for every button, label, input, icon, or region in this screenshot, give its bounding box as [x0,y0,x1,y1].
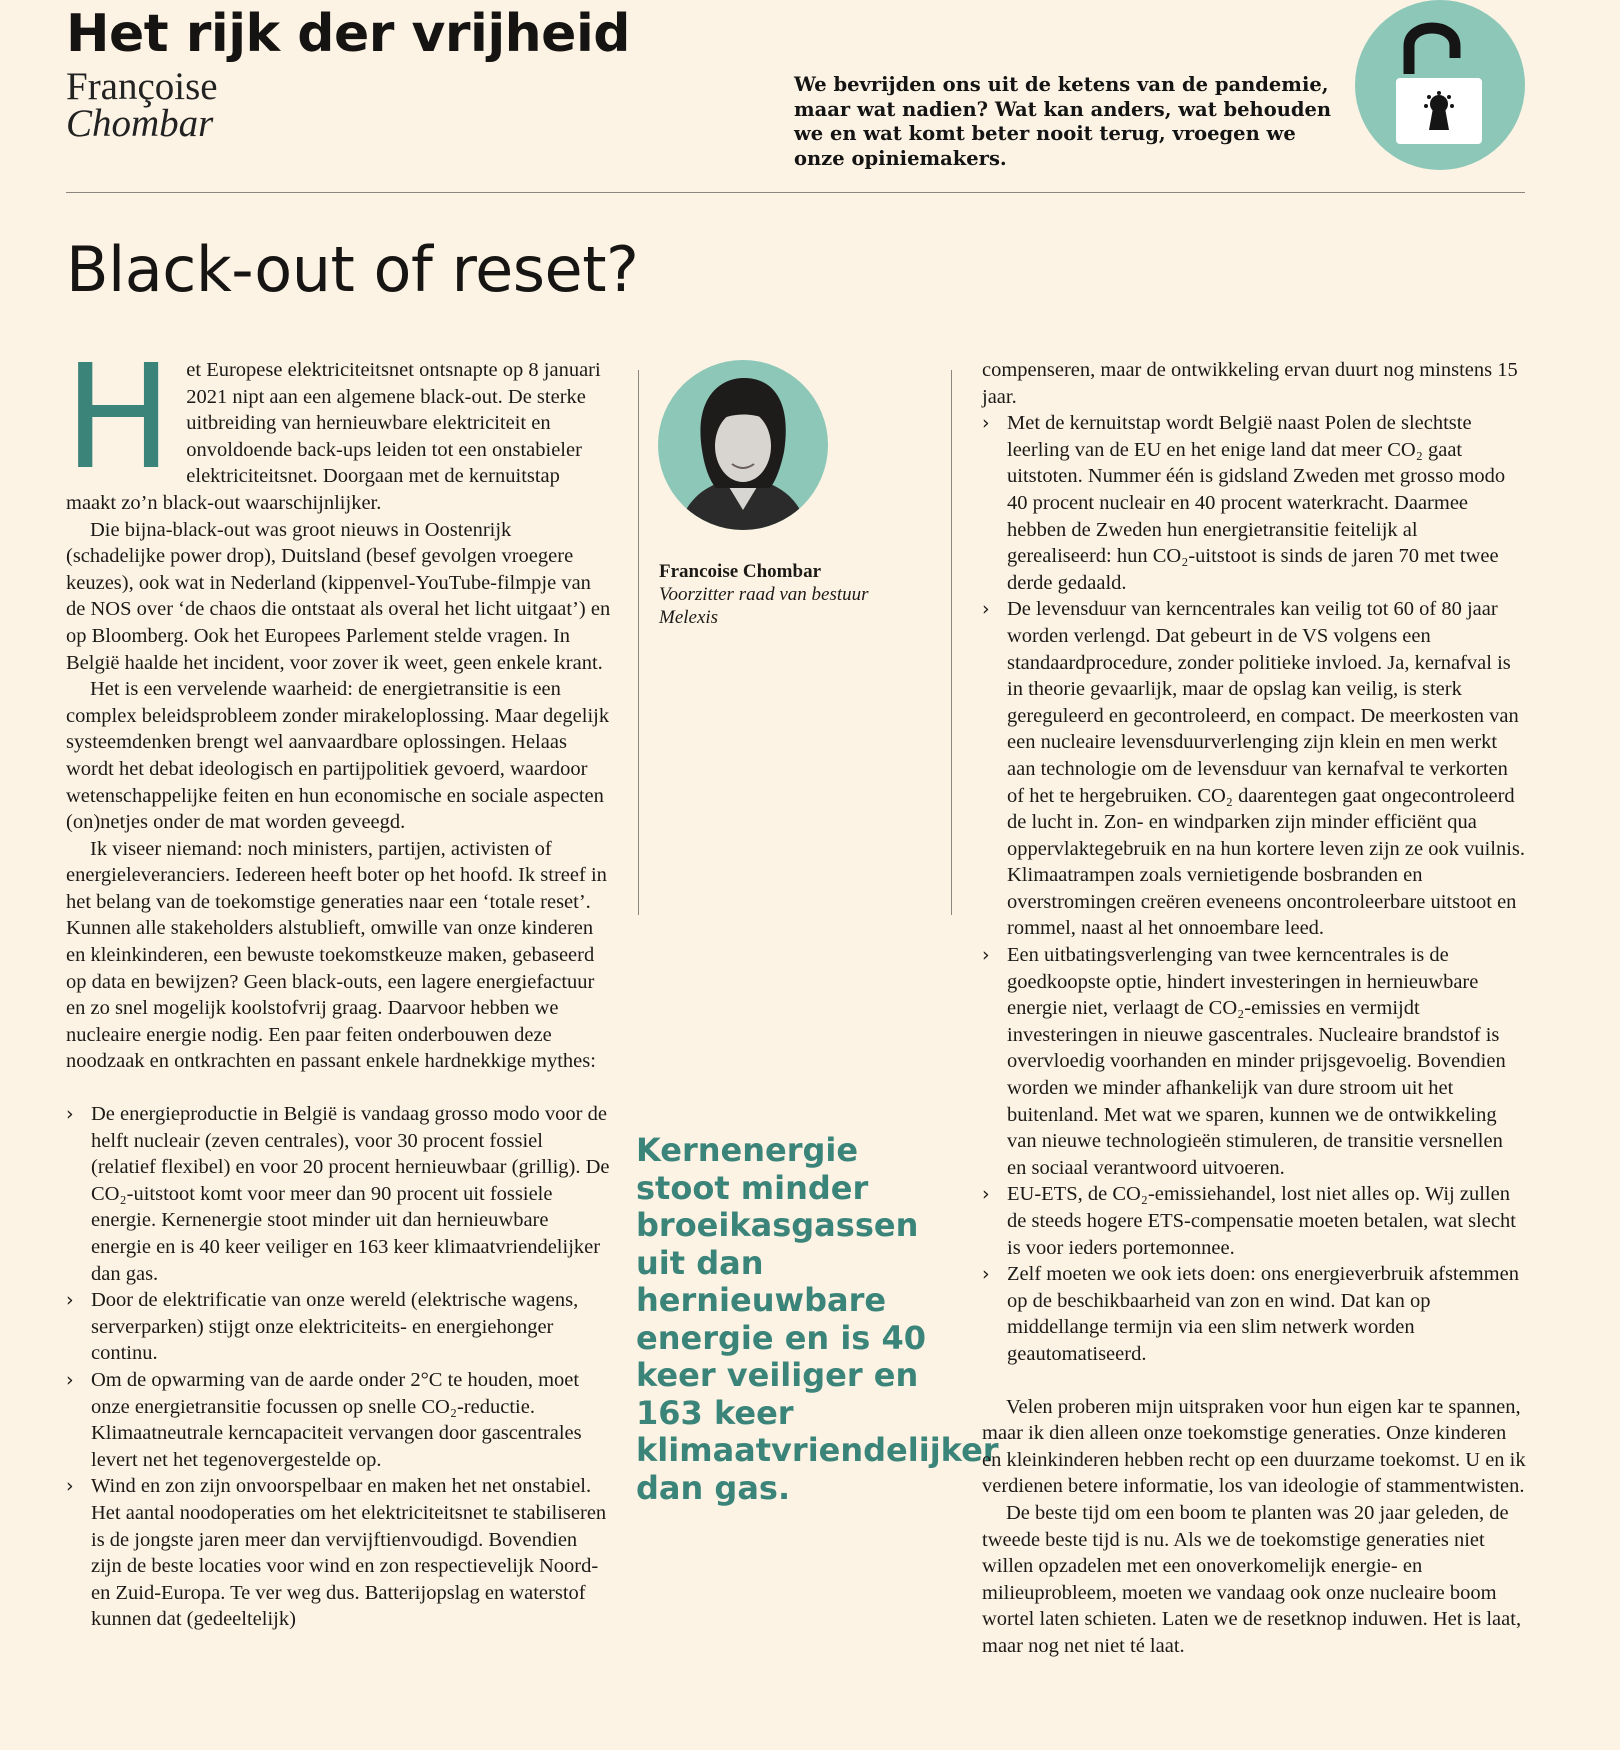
chevron-right-icon: › [982,944,990,967]
author-last-name: Chombar [66,102,214,145]
article-paragraph: Ik viseer niemand: noch ministers, partijen, activisten of energieleveranciers. Iedereen heeft boter op het hoofd. Ik streef in het belang van de toekomstige generaties naar een ‘totale reset’. Kunnen alle stakeholders alstublieft, omwille van onze kinderen en kleinkinderen, een bewuste toekomstkeuze maken, gebaseerd op data en bewijzen? Geen black-outs, een lagere energiefactuur en zo snel mogelijk koolstofvrij graag. Daarvoor hebben we nucleaire energie nodig. Een paar feiten onderbouwen deze noodzaak en ontkrachten en passant enkele hardnekkige mythes: [66,837,607,1073]
drop-cap: H [64,333,173,501]
chevron-right-icon: › [982,412,990,435]
byline-role: Voorzitter raad van bestuur Melexis [659,584,869,628]
fact-list-item: › Om de opwarming van de aarde onder 2°C te houden, moet onze energietransitie focussen op snelle CO₂-reductie. Klimaatneutrale kerncapaciteit vervangen door gascentrales levert net het tegenovergestelde op. [66,1368,582,1471]
chevron-right-icon: › [982,598,990,621]
fact-list-item: › Door de elektrificatie van onze wereld (elektrische wagens, serverparken) stijgt onze elektriciteits- en energiehonger continu. [66,1289,579,1365]
chevron-right-icon: › [66,1368,74,1391]
fact-list-item: › De energieproductie in België is vandaag grosso modo voor de helft nucleair (zeven centrales), voor 30 procent fossiel (relatief flexibel) en voor 20 procent hernieuwbaar (grillig). De CO₂-uitstoot komt voor meer dan 90 procent uit fossiele energie. Kernenergie stoot minder uit dan hernieuwbare energie en is 40 keer veiliger en 163 keer klimaatvriendelijker dan gas. [66,1103,610,1285]
author-portrait [658,360,828,530]
article-paragraph: Het is een vervelende waarheid: de energietransitie is een complex beleidsprobleem zonder mirakeloplossing. Maar degelijk systeemdenken brengt wel aanvaardbare oplossingen. Helaas wordt het debat ideologisch en partijpolitiek gevoerd, waardoor wetenschappelijke feiten en hun economische en sociale aspecten (on)netjes onder de mat worden geveegd. [66,678,610,834]
fact-list [982,410,1527,1367]
chevron-right-icon: › [66,1475,74,1498]
column-divider [951,370,952,915]
chevron-right-icon: › [982,1183,990,1206]
byline-name: Francoise Chombar [659,561,822,582]
article-paragraph: Die bijna-black-out was groot nieuws in Oostenrijk (schadelijke power drop), Duitsland (besef gevolgen vroegere keuzes), ook wat in Nederland (kippenvel-YouTube-filmpje van de NOS over ‘de chaos die ontstaat als overal het licht uitgaat’) en op Bloomberg. Ook het Europees Parlement stelde vragen. In België haalde het incident, voor zover ik weet, geen enkele krant. [66,518,611,674]
fact-list-item: › EU-ETS, de CO₂-emissiehandel, lost niet alles op. Wij zullen de steeds hogere ETS-compensatie moeten betalen, wat slecht is voor ieders portemonnee. [982,1183,1516,1259]
fact-list-item: › Een uitbatingsverlenging van twee kerncentrales is de goedkoopste optie, hindert investeringen in hernieuwbare energie niet, verlaagt de CO₂-emissies en vermijdt investeringen in nieuwe gascentrales. Nucleaire brandstof is overvloedig voorhanden en minder prijsgevoelig. Bovendien worden we minder afhankelijk van dure stroom uit het buitenland. Met wat we sparen, kunnen we de ontwikkeling van nieuwe technologieën stimuleren, de transitie versnellen en sociaal verantwoord uitvoeren. [982,944,1506,1179]
article-paragraph: De beste tijd om een boom te planten was 20 jaar geleden, de tweede beste tijd is nu. Als we de toekomstige generaties niet willen opzadelen met een onoverkomelijk energie- en milieuprobleem, moeten we vandaag ook onze nucleaire boom wortel laten schieten. Laten we de resetknop induwen. Het is laat, maar nog net niet té laat. [982,1501,1522,1657]
header-divider [66,192,1525,193]
chevron-right-icon: › [66,1289,74,1312]
chevron-right-icon: › [66,1103,74,1126]
fact-list-item: › Met de kernuitstap wordt België naast Polen de slechtste leerling van de EU en het enige land dat meer CO₂ gaat uitstoten. Nummer één is gidsland Zweden met grosso modo 40 procent nucleair en 40 procent waterkracht. Daarmee hebben de Zweden hun energietransitie feitelijk al gerealiseerd: hun CO₂-uitstoot is sinds de jaren 70 met twee derde gedaald. [982,412,1506,594]
article-paragraph: compenseren, maar de ontwikkeling ervan duurt nog minstens 15 jaar. [982,359,1518,408]
fact-list-item: › Wind en zon zijn onvoorspelbaar en maken het net onstabiel. Het aantal noodoperaties om het elektriciteitsnet te stabiliseren is de jongste jaren meer dan vervijftienvoudigd. Bovendien zijn de beste locaties voor wind en zon respectievelijk Noord- en Zuid-Europa. Te ver weg dus. Batterijopslag en waterstof kunnen dat (gedeeltelijk) [66,1475,607,1631]
series-intro: We bevrijden ons uit de ketens van de pandemie, maar wat nadien? Wat kan anders, wat behouden we en wat komt beter nooit terug, vroegen we onze opiniemakers. [794,73,1332,170]
fact-list [66,1101,611,1633]
article-paragraph: Velen proberen mijn uitspraken voor hun eigen kar te spannen, maar ik dien alleen onze toekomstige generaties. Onze kinderen en kleinkinderen hebben recht op een duurzame toekomst. U en ik verdienen betere informatie, los van ideologie of stammentwisten. [982,1395,1526,1498]
author-byline [659,560,929,629]
author-first-name: Françoise [66,65,218,108]
article-column-left [64,333,611,1633]
column-divider [638,370,639,915]
article-paragraph: Het Europese elektriciteitsnet ontsnapte op 8 januari 2021 nipt aan een algemene black-out. De sterke uitbreiding van hernieuwbare elektriciteit en onvoldoende back-ups leiden tot een onstabieler elektriciteitsnet. Doorgaan met de kernuitstap maakt zo’n black-out waarschijnlijker. [64,333,601,514]
fact-list-item: › Zelf moeten we ook iets doen: ons energieverbruik afstemmen op de beschikbaarheid van zon en wind. Dat kan op middellange termijn via een slim netwerk worden geautomatiseerd. [982,1263,1519,1365]
series-title: Het rijk der vrijheid [66,4,630,64]
fact-list-item: › De levensduur van kerncentrales kan veilig tot 60 of 80 jaar worden verlengd. Dat gebeurt in de VS volgens een standaardprocedure, zonder politieke invloed. Ja, kernafval is in theorie gevaarlijk, maar de opslag kan veilig, is sterk gereguleerd en gecontroleerd, en compact. De meerkosten van een nucleaire levensduurverlenging zijn klein en men werkt aan technologie om de levensduur van kernafval te verkorten of het te hergebruiken. CO₂ daarentegen gaat ongecontroleerd de lucht in. Zon- en windparken zijn minder efficiënt qua oppervlaktegebruik en na hun kortere leven zijn ze ook vuilnis. Klimaatrampen zoals vernietigende bosbranden en overstromingen creëren eveneens oncontroleerbare uitstoot en rommel, naast al het onnoembare leed. [982,598,1526,940]
pull-quote: Kernenergie stoot minder broeikasgassen uit dan hernieuwbare energie en is 40 keer veiliger en 163 keer klimaatvriendelijker dan gas. [636,1131,999,1507]
article-column-right [982,357,1527,1660]
chevron-right-icon: › [982,1263,990,1286]
article-headline: Black-out of reset? [66,233,639,306]
open-padlock-icon [1355,0,1525,170]
author-name-heading [66,65,218,145]
